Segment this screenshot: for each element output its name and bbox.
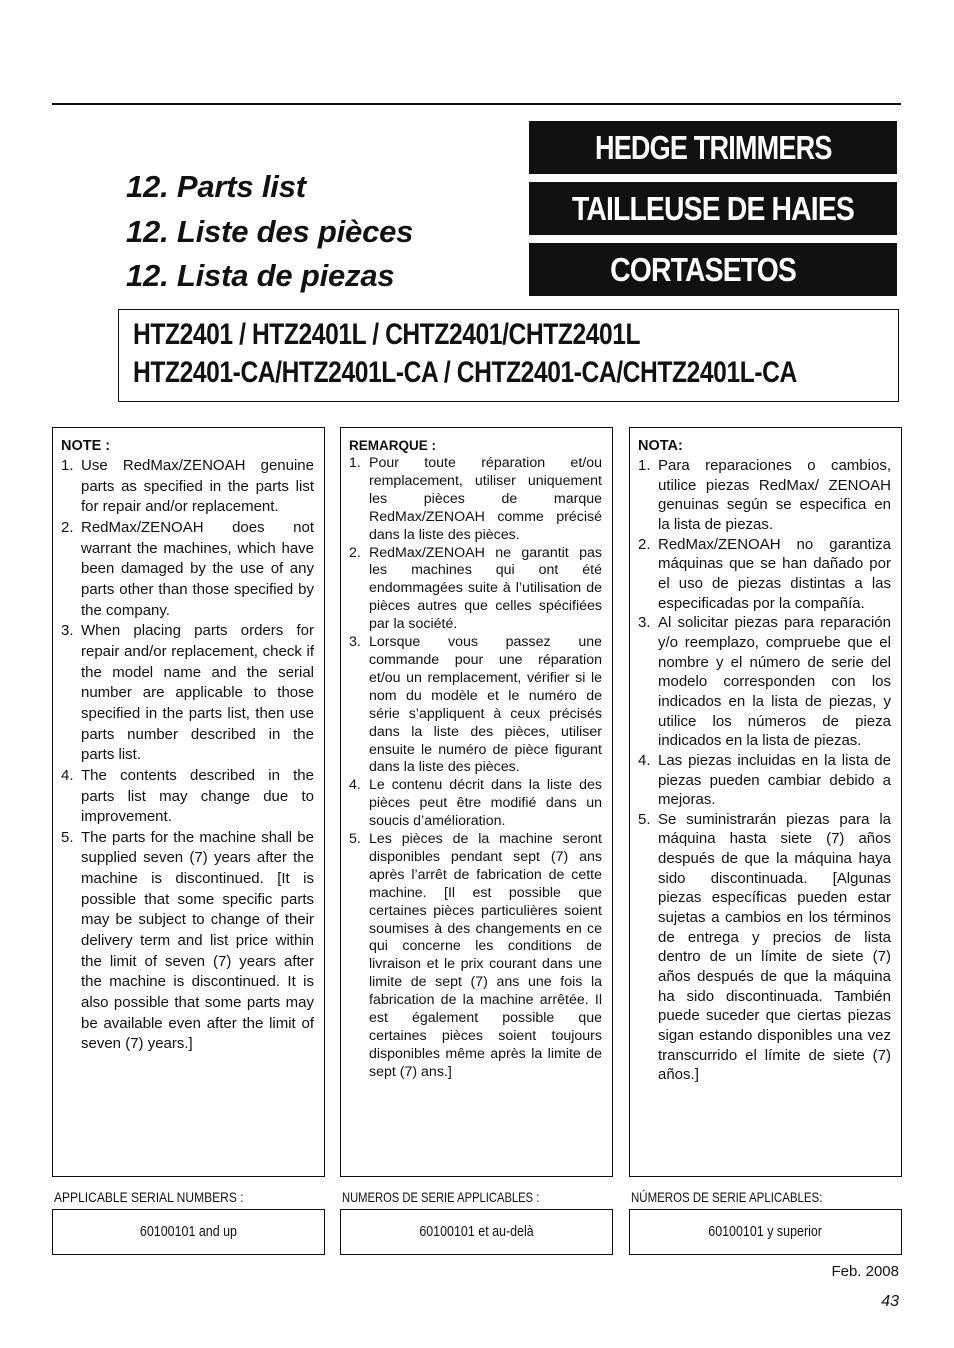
note-box-spanish [629,427,902,1177]
banner-english-text: HEDGE TRIMMERS [594,128,832,166]
list-item [349,634,602,777]
model-line-1: HTZ2401 / HTZ2401L / CHTZ2401/CHTZ2401L [133,318,641,351]
list-item [349,831,602,1082]
list-item [349,455,602,545]
serial-value: 60100101 et au-delà [419,1224,534,1240]
list-item-number: 1. [61,457,74,474]
banner-french-text: TAILLEUSE DE HAIES [571,189,854,227]
note-heading: NOTE : [61,438,111,454]
list-item-number: 3. [61,622,74,640]
note-heading: NOTA: [638,438,683,454]
banner-french [529,182,897,235]
publication-date: Feb. 2008 [831,1263,899,1280]
list-item-number: 3. [349,634,361,651]
section-titles [126,165,413,299]
list-item [61,518,314,621]
model-box [118,309,899,402]
list-item-text: The contents described in the parts list may change due to improvement. [81,766,314,826]
serial-box-english [52,1209,325,1255]
list-item-text: When placing parts orders for repair and/or replacement, check if the model name and the serial number are applicable to those specified in the parts list, then use parts number described in the parts list. [81,622,314,764]
list-item-number: 5. [349,831,361,848]
list-item-number: 1. [638,457,651,474]
page-number: 43 [881,1293,899,1310]
top-rule [52,103,901,105]
note-box-french [340,427,613,1177]
list-item [638,751,891,810]
serial-box-spanish [629,1209,902,1255]
serial-box-french [340,1209,613,1255]
banner-spanish [529,243,897,296]
serial-value: 60100101 y superior [708,1224,823,1240]
list-item-number: 4. [638,751,651,769]
list-item [349,545,602,635]
serial-value: 60100101 and up [139,1224,238,1240]
list-item-number: 4. [61,766,74,784]
banner-spanish-text: CORTASETOS [610,250,796,288]
list-item-text: Las piezas incluidas en la lista de piezas pueden cambiar debido a mejoras. [658,751,891,809]
list-item [61,766,314,828]
list-item-text: Le contenu décrit dans la liste des pièces peut être modifié dans un soucis d’amélioration. [369,777,602,830]
list-item-text: Lorsque vous passez une commande pour une réparation et/ou un remplacement, vérifier si le nom du modèle et le numéro de série s’appliquent à ceux précisés dans la liste des pièces, utiliser ensuite le numéro de pièce figurant dans la liste des pièces. [369,634,602,776]
title-english: 12. Parts list [126,169,306,204]
list-item-text: The parts for the machine shall be supplied seven (7) years after the machine is discontinued. [It is possible that some specific parts may be subject to change of their delivery term and list price within the limit of seven (7) years after the machine is discontinued. It is also possible that some parts may be available even after the limit of seven (7) years.] [81,828,314,1053]
banner-english [529,121,897,174]
note-heading: REMARQUE : [349,438,436,453]
list-item [638,535,891,614]
list-item-text: RedMax/ZENOAH no garantiza máquinas que se han dañado por el uso de piezas distintas a las especificadas por la compañía. [658,535,891,612]
list-item-text: RedMax/ZENOAH ne garantit pas les machines qui ont été endommagées suite à l’utilisation de pièces autres que celles spécifiées par la société. [369,544,602,633]
note-box-english [52,427,325,1177]
list-item-number: 3. [638,614,651,632]
list-item-text: Les pièces de la machine seront disponibles pendant sept (7) ans après l’arrêt de fabrication de cette machine. [Il est possible que certaines pièces particulières soient soumises à des changements en ce qui concerne les conditions de livraison et le prix courant dans une limite de sept (7) ans une fois la fabrication de la machine arrêtée. Il est également possible que certaines pièces soient toujours disponibles même après la limite de sept (7) ans.] [369,831,602,1080]
note-list [61,456,314,1055]
list-item-text: Para reparaciones o cambios, utilice piezas RedMax/ ZENOAH genuinas según se especifica en la lista de piezas. [658,457,891,533]
list-item-text: Se suministrarán piezas para la máquina hasta siete (7) años después de que la máquina haya sido discontinuada. [Algunas piezas específicas pueden estar sujetas a cambios en los términos de entrega y precios de lista dentro de un límite de siete (7) años después de que la máquina ha sido discontinuada. También puede suceder que ciertas piezas sigan estando disponibles una vez transcurrido el límite de siete (7) años.] [658,810,891,1084]
title-french: 12. Liste des pièces [126,213,414,249]
title-spanish: 12. Lista de piezas [126,258,395,293]
list-item-number: 2. [61,518,74,536]
list-item-number: 1. [349,455,361,471]
list-item-number: 5. [638,810,651,828]
list-item-number: 2. [349,544,361,561]
list-item-number: 5. [61,828,74,846]
list-item-number: 2. [638,535,651,553]
list-item-text: Pour toute réparation et/ou remplacement, utiliser uniquement les pièces de marque RedMax/ZENOAH comme précisé dans la liste des pièces. [369,455,602,543]
list-item-text: Use RedMax/ZENOAH genuine parts as specified in the parts list for repair and/or replacement. [81,457,314,516]
note-list [349,455,602,1082]
list-item-text: Al solicitar piezas para reparación y/o reemplazo, compruebe que el nombre y el número de serie del modelo corresponden con los indicados en la lista de piezas, y utilice los números de pieza indicados en la lista de piezas. [658,614,891,750]
serial-label-french: NUMEROS DE SERIE APPLICABLES : [342,1189,540,1205]
list-item [61,621,314,766]
list-item [61,456,314,518]
list-item [638,456,891,535]
list-item [638,810,891,1085]
list-item-number: 4. [349,777,361,794]
list-item [638,613,891,751]
list-item [61,828,314,1055]
serial-label-spanish: NÚMEROS DE SERIE APLICABLES: [631,1189,823,1205]
list-item [349,777,602,831]
model-line-2: HTZ2401-CA/HTZ2401L-CA / CHTZ2401-CA/CHTZ2401L-CA [133,356,797,389]
note-list [638,456,891,1085]
serial-label-english: APPLICABLE SERIAL NUMBERS : [54,1189,244,1205]
list-item-text: RedMax/ZENOAH does not warrant the machines, which have been damaged by the use of any parts other than those specified by the company. [81,518,314,619]
